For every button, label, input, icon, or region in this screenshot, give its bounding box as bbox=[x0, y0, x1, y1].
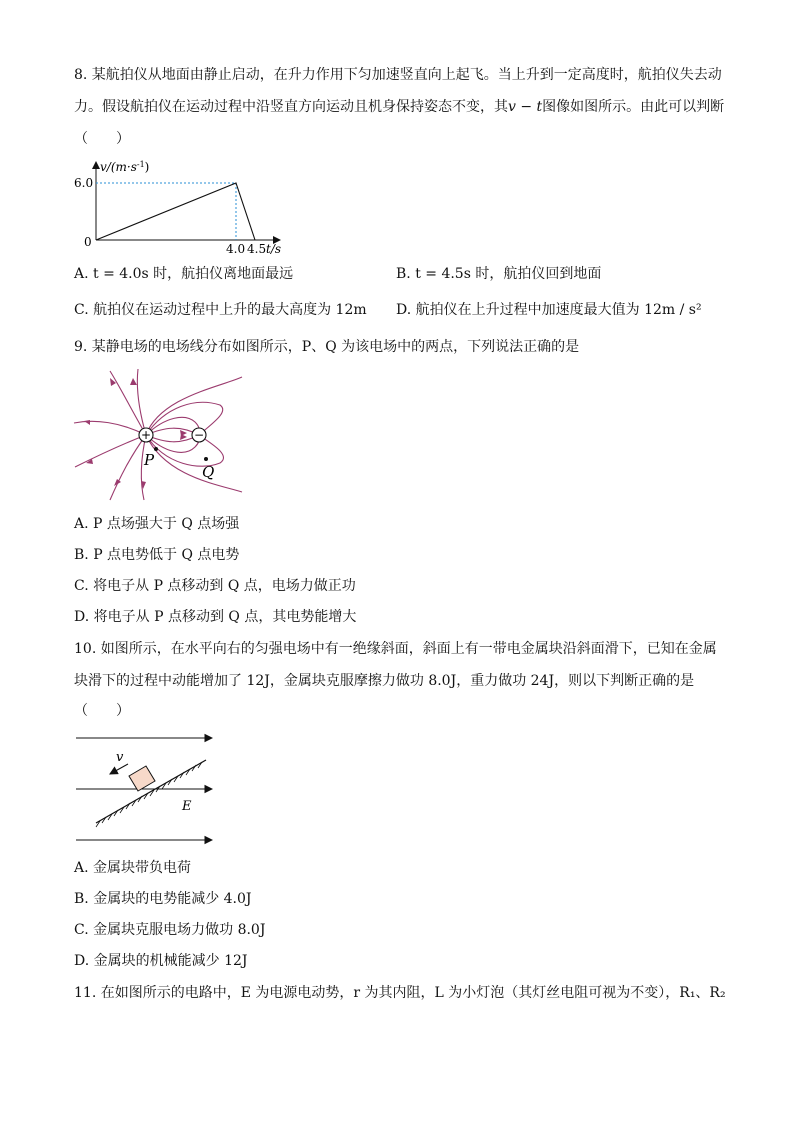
q9-option-a: A. P 点场强大于 Q 点场强 bbox=[74, 516, 240, 532]
q8-y-axis-label: $v/(m\cdot s^{-1})$ bbox=[100, 160, 150, 174]
q8-x-tick-4: 4.0 bbox=[226, 242, 246, 256]
q9-option-c: C. 将电子从 P 点移动到 Q 点，电场力做正功 bbox=[74, 578, 356, 594]
q9-stem: 9. 某静电场的电场线分布如图所示，P、Q 为该电场中的两点，下列说法正确的是 bbox=[74, 339, 580, 355]
q10-option-a: A. 金属块带负电荷 bbox=[74, 860, 192, 876]
q8-vt-curve bbox=[96, 183, 255, 240]
q8-option-d: D. 航拍仪在上升过程中加速度最大值为 12m / s² bbox=[396, 302, 702, 318]
q8-stem-line2a: 力。假设航拍仪在运动过程中沿竖直方向运动且机身保持姿态不变，其 bbox=[74, 99, 508, 115]
q10-stem-line2: 块滑下的过程中动能增加了 12J，金属块克服摩擦力做功 8.0J，重力做功 24J，则以下判断正确的是 bbox=[74, 673, 695, 689]
q10-answer-paren: （ ） bbox=[74, 703, 130, 719]
q8-answer-paren: （ ） bbox=[74, 131, 130, 147]
q10-e-label: E bbox=[182, 799, 192, 814]
q9-plus-sign: + bbox=[140, 428, 152, 442]
q8-option-a: A. t = 4.0s 时，航拍仪离地面最远 bbox=[74, 266, 294, 282]
q8-stem-line1: 8. 某航拍仪从地面由静止启动，在升力作用下匀加速竖直向上起飞。当上升到一定高度时，航拍仪失去动 bbox=[74, 67, 722, 83]
q9-point-q bbox=[204, 457, 208, 461]
q9-option-b: B. P 点电势低于 Q 点电势 bbox=[74, 547, 240, 563]
q8-vt-math: v − t bbox=[508, 99, 543, 115]
q8-x-axis-label: t/s bbox=[266, 242, 282, 256]
q10-velocity-arrow bbox=[110, 764, 128, 774]
q10-v-label: v bbox=[116, 750, 124, 765]
q9-option-d: D. 将电子从 P 点移动到 Q 点，其电势能增大 bbox=[74, 609, 357, 625]
q11-stem: 11. 在如图所示的电路中，E 为电源电动势，r 为其内阻，L 为小灯泡（其灯丝电阻可视为不变），R₁、R₂ bbox=[74, 985, 726, 1001]
q10-incline-figure bbox=[72, 728, 222, 848]
q9-field-lines-figure bbox=[70, 367, 245, 502]
q8-origin-label: 0 bbox=[84, 235, 92, 249]
q10-option-b: B. 金属块的电势能减少 4.0J bbox=[74, 891, 252, 907]
q8-option-c: C. 航拍仪在运动过程中上升的最大高度为 12m bbox=[74, 302, 367, 318]
q9-minus-sign: − bbox=[193, 428, 205, 442]
q8-y-tick-6: 6.0 bbox=[74, 176, 94, 190]
q9-q-label: Q bbox=[202, 463, 215, 481]
q8-stem-line2 bbox=[74, 97, 724, 117]
q9-p-label: P bbox=[144, 451, 155, 469]
q8-option-b: B. t = 4.5s 时，航拍仪回到地面 bbox=[396, 266, 602, 282]
q8-stem-line2b: 图像如图所示。由此可以判断 bbox=[542, 99, 725, 115]
q10-metal-block bbox=[129, 766, 155, 791]
q8-vt-graph bbox=[74, 160, 300, 256]
q10-option-c: C. 金属块克服电场力做功 8.0J bbox=[74, 922, 266, 938]
q9-point-p bbox=[154, 447, 158, 451]
q10-stem-line1: 10. 如图所示，在水平向右的匀强电场中有一绝缘斜面，斜面上有一带电金属块沿斜面滑下，已知在金属 bbox=[74, 641, 717, 657]
q8-x-tick-45: 4.5 bbox=[247, 242, 267, 256]
q10-option-d: D. 金属块的机械能减少 12J bbox=[74, 953, 248, 969]
